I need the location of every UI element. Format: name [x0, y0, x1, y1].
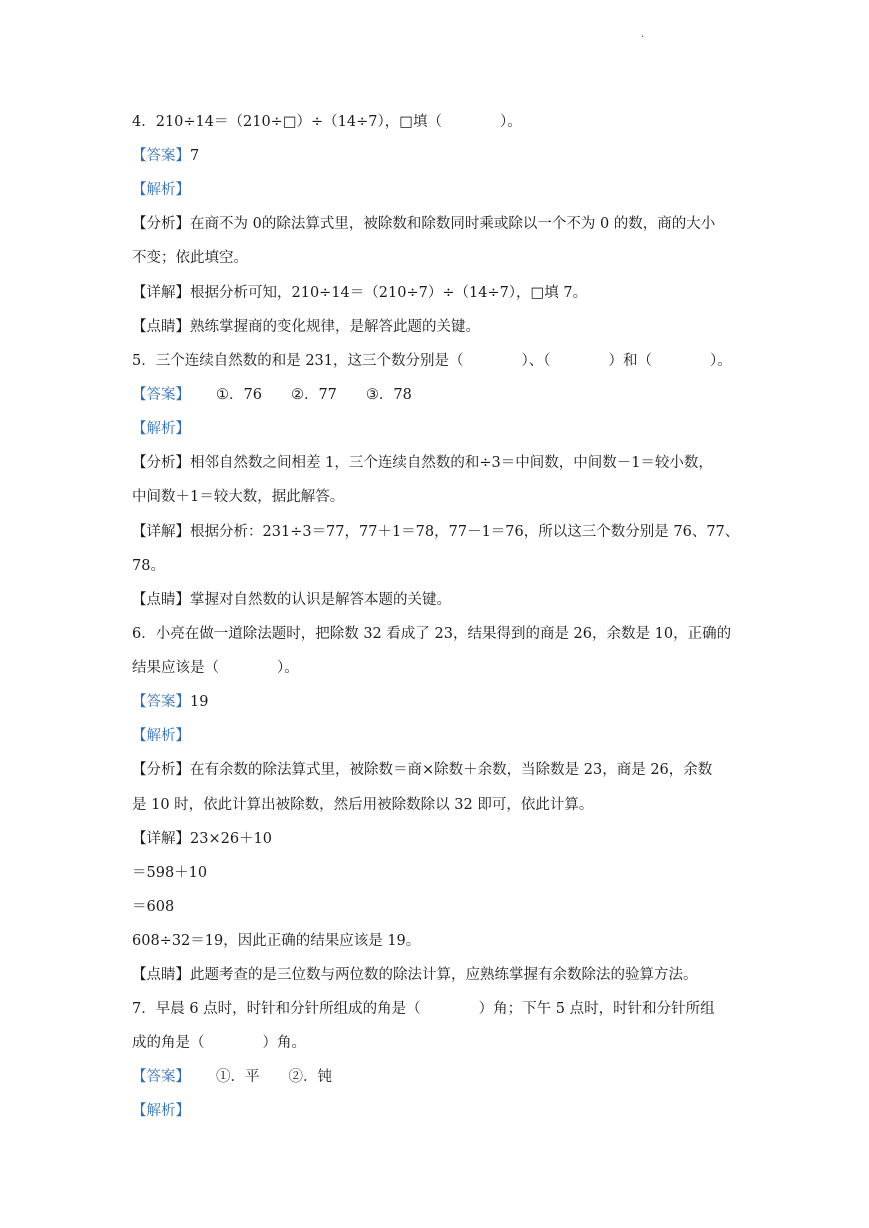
q5-fenxi-line-1 [132, 453, 742, 473]
analysis-tag: 【解析】 [132, 182, 190, 198]
answer-tag: 【答案】 [132, 694, 190, 710]
q6-question-line-2: 结果应该是（ ）。 [132, 660, 299, 676]
analysis-tag: 【解析】 [132, 421, 190, 437]
answer-tag: 【答案】 [132, 387, 190, 403]
xiangjie-tag: 【详解】 [132, 285, 190, 301]
dianjing-tag: 【点睛】 [132, 319, 190, 335]
q6-xiangjie-text-1: 23×26＋10 [190, 831, 273, 847]
q7-question-line-1: 7．早晨 6 点时，时针和分针所组成的角是（ ）角；下午 5 点时，时针和分针所组 [132, 1001, 715, 1017]
q6-fenxi-line-2: 是 10 时，依此计算出被除数，然后用被除数除以 32 即可，依此计算。 [132, 797, 594, 813]
q6-analysis-line [132, 726, 742, 746]
q4-fenxi-line-1 [132, 214, 742, 234]
q6-dianjing-text: 此题考查的是三位数与两位数的除法计算，应熟练掌握有余数除法的验算方法。 [190, 967, 698, 983]
q5-answer-line [132, 385, 742, 405]
q5-xiangjie-line-1 [132, 522, 742, 542]
q6-xiangjie-line-2: ＝598＋10 [132, 865, 208, 881]
header-dot: · [641, 32, 645, 43]
q5-question: 5．三个连续自然数的和是 231，这三个数分别是（ ）、（ ）和（ ）。 [132, 353, 732, 369]
fenxi-tag: 【分析】 [132, 216, 190, 232]
q7-answer-line [132, 1067, 742, 1087]
q4-question: 4．210÷14＝（210÷□）÷（14÷7），□填（ ）。 [132, 114, 522, 130]
q4-dianjing-line [132, 317, 742, 337]
q6-fenxi-text-1: 在有余数的除法算式里，被除数＝商×除数＋余数，当除数是 23，商是 26，余数 [190, 762, 713, 778]
q6-fenxi-line-1 [132, 760, 742, 780]
q4-dianjing-text: 熟练掌握商的变化规律，是解答此题的关键。 [190, 319, 480, 335]
analysis-tag: 【解析】 [132, 728, 190, 744]
q5-analysis-line [132, 419, 742, 439]
q6-answer: 19 [190, 694, 209, 710]
fenxi-tag: 【分析】 [132, 762, 190, 778]
q5-xiangjie-line-2: 78。 [132, 558, 165, 574]
q6-xiangjie-line-1 [132, 829, 742, 849]
q7-question-line-2: 成的角是（ ）角。 [132, 1035, 306, 1051]
q4-xiangjie-text: 根据分析可知，210÷14＝（210÷7）÷（14÷7），□填 7。 [190, 285, 588, 301]
q6-question-line-1: 6．小亮在做一道除法题时，把除数 32 看成了 23，结果得到的商是 26，余数是 10，正确的 [132, 626, 732, 642]
q6-answer-line [132, 692, 742, 712]
q4-answer-line [132, 146, 742, 166]
analysis-tag: 【解析】 [132, 1103, 190, 1119]
q7-answer: ①．平 ②．钝 [216, 1069, 332, 1085]
xiangjie-tag: 【详解】 [132, 524, 190, 540]
q7-analysis-line [132, 1101, 742, 1121]
answer-tag: 【答案】 [132, 1069, 190, 1085]
answer-tag: 【答案】 [132, 148, 190, 164]
q4-xiangjie-line [132, 283, 742, 303]
q4-fenxi-text-1: 在商不为 0的除法算式里，被除数和除数同时乘或除以一个不为 0 的数，商的大小 [190, 216, 716, 232]
xiangjie-tag: 【详解】 [132, 831, 190, 847]
q4-fenxi-line-2: 不变；依此填空。 [132, 250, 248, 266]
q5-dianjing-line [132, 590, 742, 610]
fenxi-tag: 【分析】 [132, 455, 190, 471]
q4-answer: 7 [190, 148, 200, 164]
dianjing-tag: 【点睛】 [132, 592, 190, 608]
dianjing-tag: 【点睛】 [132, 967, 190, 983]
q5-fenxi-text-1: 相邻自然数之间相差 1，三个连续自然数的和÷3＝中间数，中间数－1＝较小数， [190, 455, 713, 471]
q4-analysis-line [132, 180, 742, 200]
q6-xiangjie-line-4: 608÷32＝19，因此正确的结果应该是 19。 [132, 933, 421, 949]
q5-answer: ①．76 ②．77 ③．78 [216, 387, 412, 403]
q5-dianjing-text: 掌握对自然数的认识是解答本题的关键。 [190, 592, 451, 608]
q6-dianjing-line [132, 965, 742, 985]
q5-xiangjie-text-1: 根据分析：231÷3＝77，77＋1＝78，77－1＝76，所以这三个数分别是 76、77、 [190, 524, 740, 540]
q5-fenxi-line-2: 中间数＋1＝较大数，据此解答。 [132, 489, 345, 505]
q6-xiangjie-line-3: ＝608 [132, 899, 175, 915]
